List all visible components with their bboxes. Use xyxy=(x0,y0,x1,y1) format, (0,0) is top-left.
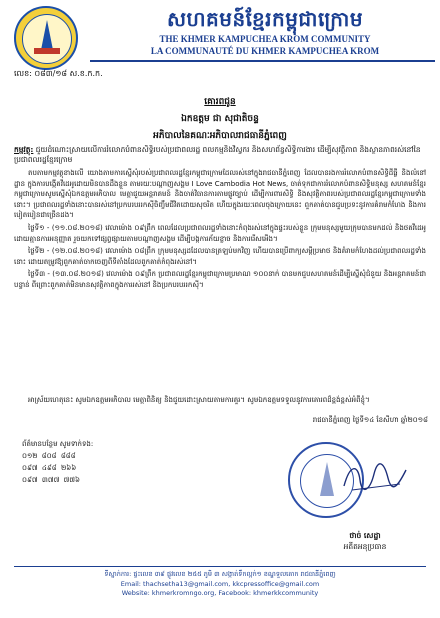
letter-body xyxy=(14,168,426,293)
phone-number: ០៩៧ ៤៩៨ ២៦៦ xyxy=(22,464,77,472)
signer-name: ថាច់ សេដ្ឋា xyxy=(349,531,381,540)
header-divider xyxy=(90,60,435,62)
footer-email[interactable]: Email: thachsetha13@gmail.com, kkcpressoffice@gmail.com xyxy=(120,579,320,588)
body-paragraph-3: ថ្ងៃទី២ - (១២.០៨.២០១៨) វេលាម៉ោង ០៨ព្រឹក ក្រុមមនុស្សដដែលបានត្រឡប់មកវិញ ហើយបានប្រើពាក្យសម្តីប្រមាថ និងគំរាមកំហែងដល់ប្រជាពលរដ្ឋទាំងនោះ ដោយតម្រូវឱ្យពួកគាត់ចាកចេញពីទីតាំងដែលពួកគាត់កំពុងរស់នៅ។ xyxy=(14,247,426,266)
closing-paragraph: អាស្រ័យហេតុនេះ សូមឯកឧត្តមអភិបាល មេត្តាពិនិត្យ និងជួយដោះស្រាយតាមការគួរ។ សូមឯកឧត្តមទទួលនូវការគោរពដ៏ខ្ពង់ខ្ពស់អំពីខ្ញុំ។ xyxy=(28,396,370,404)
org-name-english: THE KHMER KAMPUCHEA KROM COMMUNITY xyxy=(159,34,371,44)
recipient-name: ឯកឧត្តម ជា សុជាតិចន្ទ xyxy=(181,114,259,124)
contact-block xyxy=(22,438,182,486)
org-name-khmer: សហគមន៍ខ្មែរកម្ពុជាក្រោម xyxy=(166,7,364,31)
footer xyxy=(14,570,426,599)
contact-label: ព័ត៌មានបន្ថែម សូមទាក់ទង: xyxy=(22,440,94,448)
subject-label: កម្មវត្ថុ: xyxy=(14,145,34,154)
phone-number: ០៩៧ ៣៧៧ ៧៧៦ xyxy=(22,476,80,484)
salutation: គោរពជូន xyxy=(204,97,236,107)
body-paragraph-4: ថ្ងៃទី៣ - (១៣.០៨.២០១៨) វេលាម៉ោង ០៩ព្រឹក ប្រជាពលរដ្ឋខ្មែរកម្ពុជាក្រោមប្រមាណ ១០០នាក់ បានមកជួបសហគមន៍ដើម្បីស្នើសុំជំនួយ និងអន្តរាគមន៍ជាបន្ទាន់ ពីព្រោះពួកគាត់មិនមានសុវត្ថិភាពក្នុងការរស់នៅ និងប្រកបរបររកស៊ី។ xyxy=(14,270,426,289)
organization-logo xyxy=(14,6,78,70)
subject-text: ជួយដំណោះស្រាយលើការរំលោភបំពានសិទ្ធិរបស់ប្រជាពលរដ្ឋ ពលកម្មនិងវិស្វករ និងសហព័ន្ធសិទ្ធិការងារ ដើម្បីសុវត្ថិភាព និងស្ថានភាពរស់នៅនៃប្រជាពលរដ្ឋខ្មែរក្រោម xyxy=(14,145,421,164)
subject-line xyxy=(14,145,426,165)
signer-block xyxy=(300,530,430,552)
body-paragraph-2: ថ្ងៃទី១ - (១១.០៨.២០១៨) វេលាម៉ោង ០៩ព្រឹក ពេលដែលប្រជាពលរដ្ឋទាំងនោះកំពុងរស់នៅក្នុងផ្ទះរបស់ខ្លួន ក្រុមមនុស្សមួយក្រុមបានមកដល់ និងថតវីដេអូដោយគ្មានការអនុញ្ញាត រួចយកទៅផ្សព្វផ្សាយតាមបណ្តាញសង្គម ដើម្បីបង្កការភ័យខ្លាច និងការរើសអើង។ xyxy=(14,223,426,243)
recipient-title: អភិបាលនៃគណៈអភិបាលរាជធានីភ្នំពេញ xyxy=(153,131,287,141)
signature-icon xyxy=(340,456,410,496)
body-paragraph-1: តបតាមកម្មវត្ថុខាងលើ យោងតាមការស្នើសុំរបស់ប្រជាពលរដ្ឋខ្មែរកម្ពុជាក្រោមដែលរស់នៅក្នុងរាជធានីភ្នំពេញ ដែលបានរងការរំលោភបំពានសិទ្ធិដីធ្លី និងលំនៅដ្ឋាន ក្នុងការបង្កើតវីដេអូដោយមិនបានដឹងខ្លួន តាមរយៈបណ្តាញសង្គម I Love Cambodia Hot News, ចាត់ទុកជាការរំលោភបំពានសិទ្ធិមនុស្ស សហគមន៍ខ្មែរកម្ពុជាក្រោមសូមស្នើសុំឯកឧត្តមអភិបាល មេត្តាជួយអន្តរាគមន៍ និងចាត់វិធានការតាមផ្លូវច្បាប់ ដើម្បីការពារសិទ្ធិ និងសុវត្ថិភាពរបស់ប្រជាពលរដ្ឋខ្មែរកម្ពុជាក្រោមទាំងនោះ។ ប្រជាពលរដ្ឋទាំងនោះបានរស់នៅប្រកបរបររកស៊ីចិញ្ចឹមជីវិតដោយសុចរិត ហើយក្នុងរយៈពេលចុងក្រោយនេះ ពួកគាត់បានជួបប្រទះនូវការគំរាមកំហែង និងការបៀតបៀនជាច្រើនដង។ xyxy=(14,169,426,220)
date-place: រាជធានីភ្នំពេញ ថ្ងៃទី១៤ ខែសីហា ឆ្នាំ២០១៨ xyxy=(312,416,428,424)
phone-number: ០១២ ៨០៨ ៨៨៨ xyxy=(22,452,76,460)
footer-web[interactable]: Website: khmerkromngo.org, Facebook: khmerkkcommunity xyxy=(121,589,319,597)
signer-title: អតីតអនុប្រធាន xyxy=(343,542,387,551)
recipient-block xyxy=(0,96,440,143)
footer-divider xyxy=(14,566,426,567)
reference-number: លេខ: ០៨៣/១៨ ស.ខ.ក.ក. xyxy=(14,69,103,78)
footer-address: ទីស្នាក់ការ: ផ្ទះលេខ ៣៩ ផ្លូវលេខ ២៥៥ ភូមិ ៣ សង្កាត់ទឹកល្អក់១ ខណ្ឌទួលគោក រាជធានីភ្នំពេញ xyxy=(104,570,336,578)
org-name-french: LA COMMUNAUTÉ DU KHMER KAMPUCHEA KROM xyxy=(150,46,380,56)
letterhead xyxy=(0,0,440,100)
